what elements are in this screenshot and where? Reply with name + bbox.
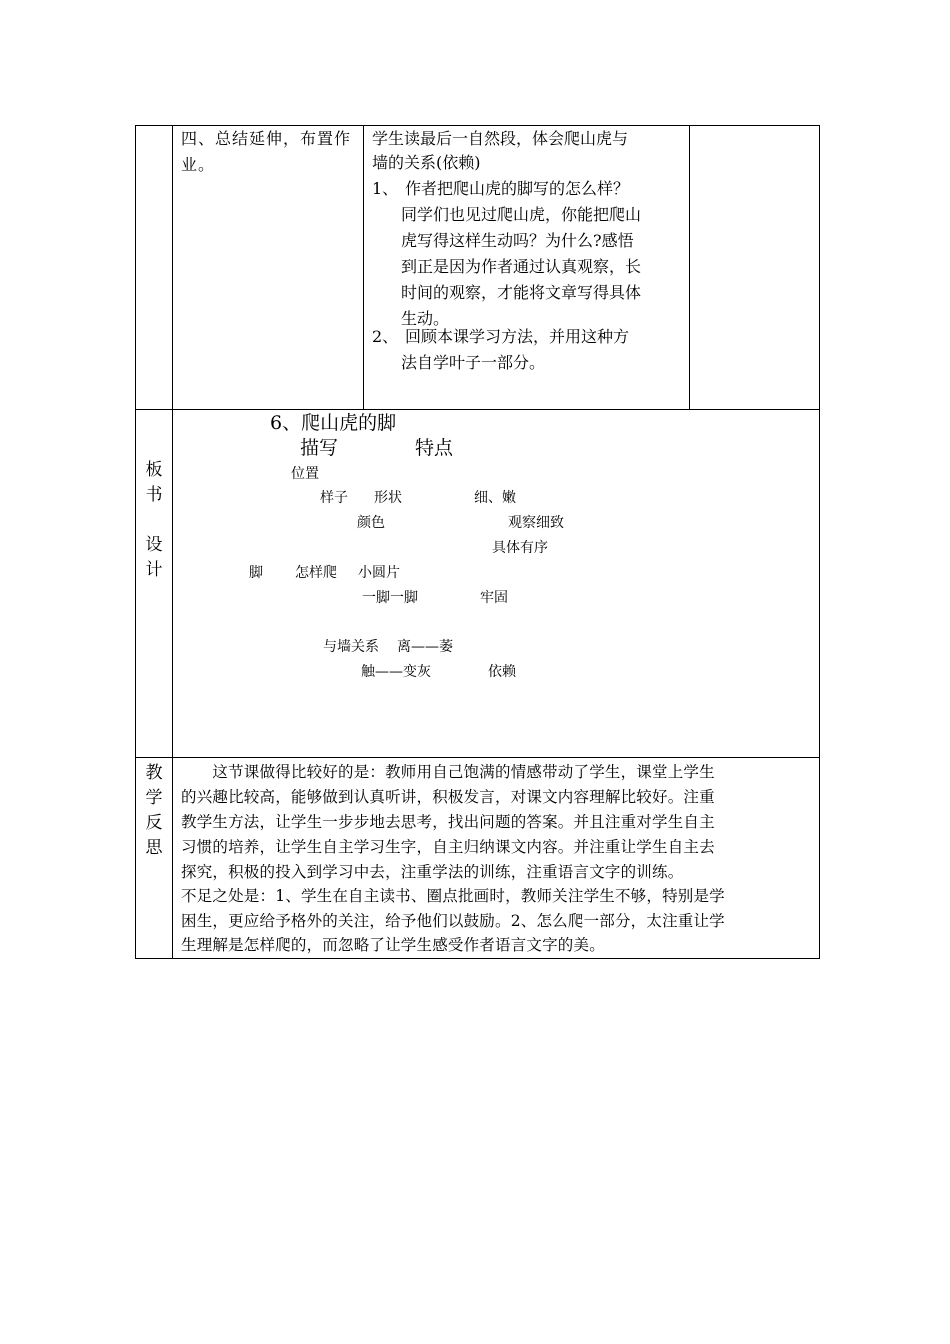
board-label-char: 设 <box>145 535 163 555</box>
board-title: 6、爬山虎的脚 <box>270 412 397 434</box>
table-divider-row2 <box>135 757 820 758</box>
board-item-yuqiang: 与墙关系 <box>323 639 379 655</box>
reflection-line: 习惯的培养，让学生自主学习生字，自主归纳课文内容。并注重让学生自主去 <box>181 838 715 856</box>
item1-line: 时间的观察，才能将文章写得具体 <box>401 283 642 302</box>
board-label-char: 板 <box>145 460 163 480</box>
table-border-bottom <box>135 958 820 959</box>
board-item-yijiao: 一脚一脚 <box>362 590 418 606</box>
activity-intro-line2: 墙的关系(依赖) <box>372 153 481 172</box>
board-item-yangzi: 样子 <box>320 490 348 506</box>
board-label-char: 计 <box>145 560 163 580</box>
board-item-jiao: 脚 <box>249 565 263 581</box>
table-divider-row1 <box>135 409 820 410</box>
table-divider-col1 <box>172 125 173 959</box>
board-label-char: 书 <box>145 485 163 505</box>
board-col-feature: 特点 <box>415 437 454 459</box>
item1-line: 作者把爬山虎的脚写的怎么样？ <box>405 179 630 198</box>
reflection-label-char: 学 <box>145 788 163 808</box>
reflection-label-char: 思 <box>145 838 163 858</box>
board-item-yilai: 依赖 <box>488 664 516 680</box>
table-border-left <box>135 125 136 959</box>
table-border-right <box>819 125 820 959</box>
item1-line: 生动。 <box>401 309 450 328</box>
reflection-line: 不足之处是：1、学生在自主读书、圈点批画时，教师关注学生不够，特别是学 <box>181 887 725 905</box>
board-item-zenyangpa: 怎样爬 <box>295 565 337 581</box>
table-divider-col2 <box>363 125 364 410</box>
board-item-yanse: 颜色 <box>357 515 385 531</box>
reflection-line: 教学生方法，让学生一步步地去思考，找出问题的答案。并且注重对学生自主 <box>181 813 715 831</box>
board-item-xingzhuang: 形状 <box>374 490 402 506</box>
board-item-guancha: 观察细致 <box>508 515 564 531</box>
item2-line: 法自学叶子一部分。 <box>401 353 546 372</box>
item1-line: 同学们也见过爬山虎，你能把爬山 <box>401 205 642 224</box>
reflection-line: 生理解是怎样爬的，而忽略了让学生感受作者语言文字的美。 <box>181 936 605 954</box>
table-divider-col3 <box>689 125 690 410</box>
board-item-xinen: 细、嫩 <box>474 490 516 506</box>
board-item-weizhi: 位置 <box>291 466 319 482</box>
item2-line: 回顾本课学习方法，并用这种方 <box>405 327 630 346</box>
board-item-juti: 具体有序 <box>492 540 548 556</box>
board-item-chu: 触——变灰 <box>361 664 431 680</box>
activity-intro-line1: 学生读最后一自然段，体会爬山虎与 <box>372 129 629 148</box>
item1-number: 1、 <box>372 179 399 198</box>
board-item-laogu: 牢固 <box>480 590 508 606</box>
reflection-line: 困生，更应给予格外的关注，给予他们以鼓励。2、怎么爬一部分，太注重让学 <box>181 912 725 930</box>
board-item-xiaoyuanpian: 小圆片 <box>358 565 400 581</box>
reflection-line: 的兴趣比较高，能够做到认真听讲，积极发言，对课文内容理解比较好。注重 <box>181 788 715 806</box>
reflection-label-char: 反 <box>145 813 163 833</box>
item1-line: 到正是因为作者通过认真观察，长 <box>401 257 642 276</box>
board-item-li: 离——萎 <box>397 639 453 655</box>
reflection-label-char: 教 <box>145 763 163 783</box>
reflection-line: 这节课做得比较好的是：教师用自己饱满的情感带动了学生，课堂上学生 <box>181 763 715 781</box>
reflection-line: 探究，积极的投入到学习中去，注重学法的训练，注重语言文字的训练。 <box>181 863 684 881</box>
step-four-text: 四、总结延伸，布置作业。 <box>181 129 352 174</box>
board-col-describe: 描写 <box>300 437 339 459</box>
item1-line: 虎写得这样生动吗？为什么?感悟 <box>401 231 634 250</box>
item2-number: 2、 <box>372 327 399 346</box>
